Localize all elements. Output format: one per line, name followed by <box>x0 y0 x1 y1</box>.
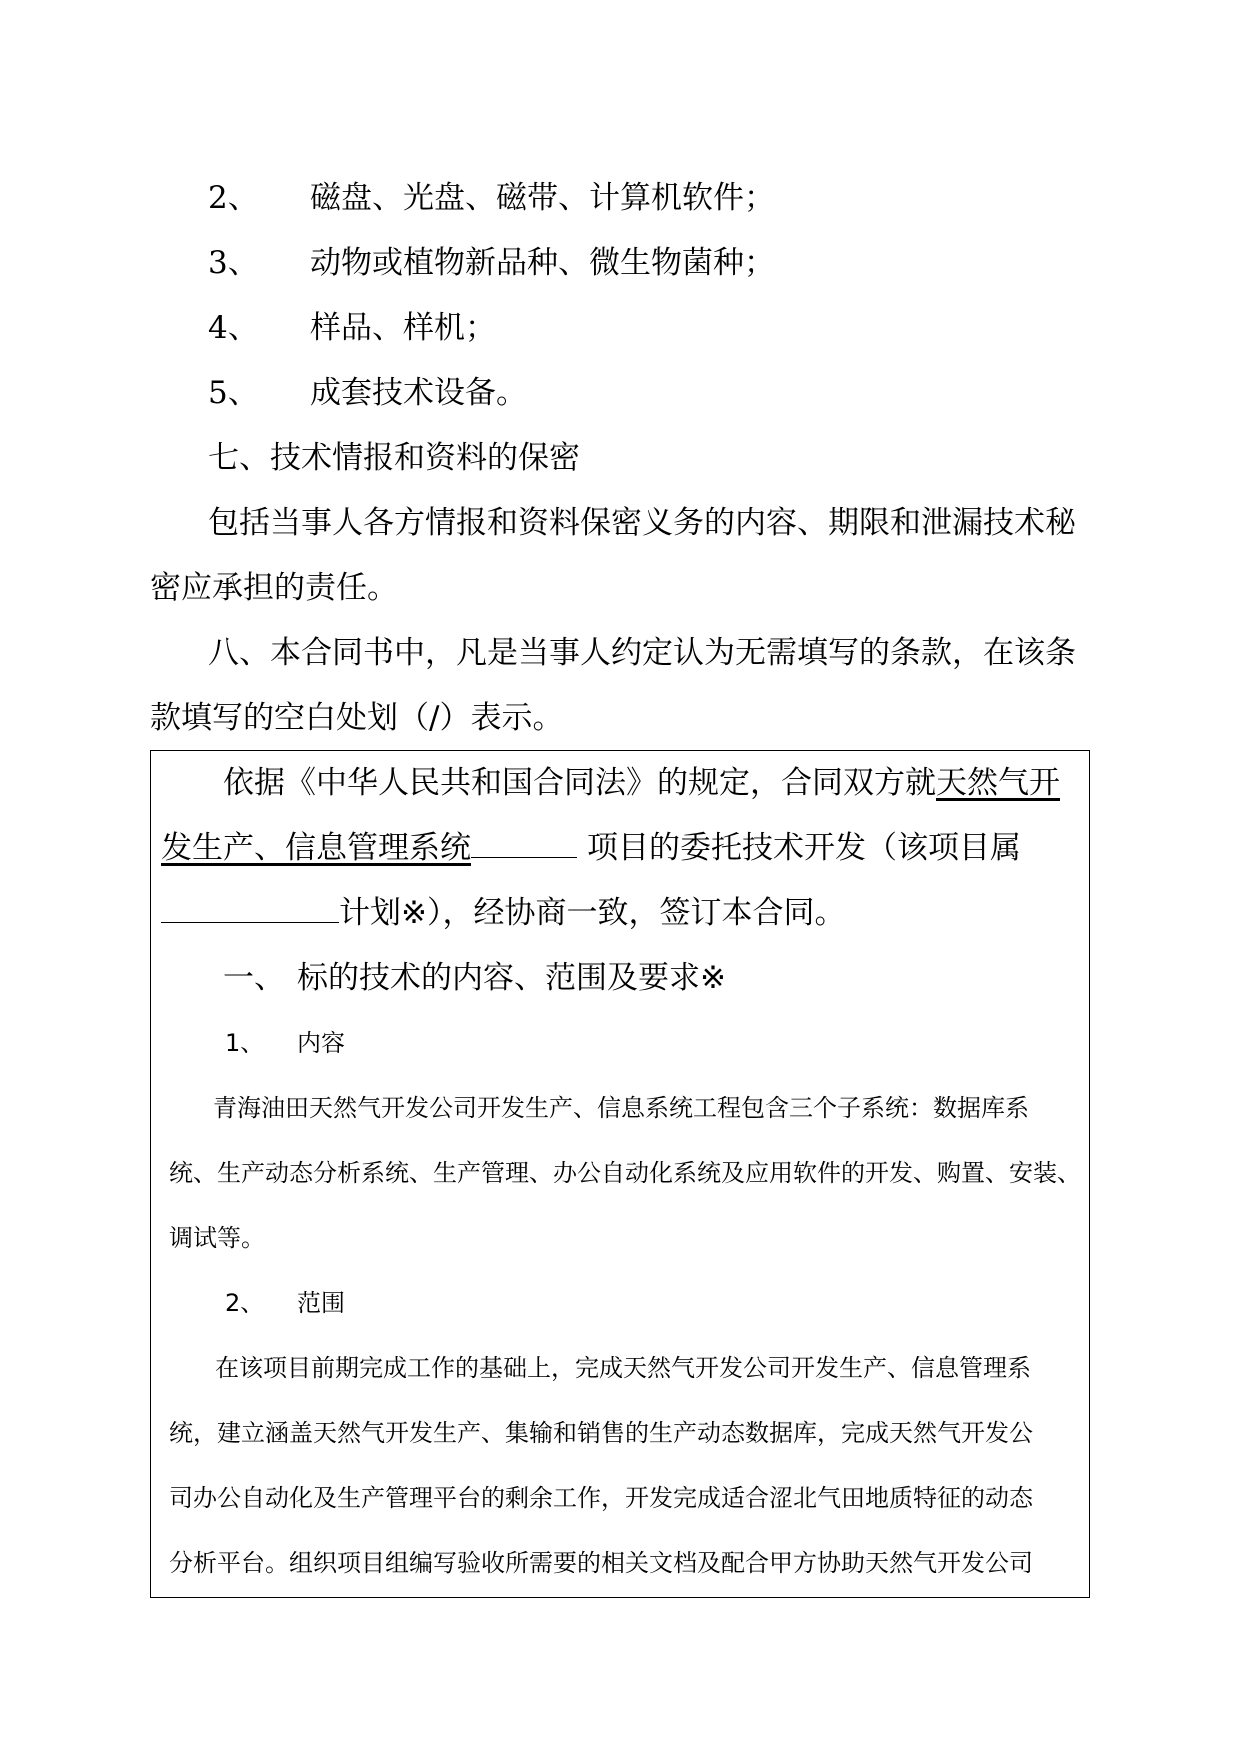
contract-box <box>150 750 1090 1598</box>
intro-end: 计划※），经协商一致，签订本合同。 <box>339 895 846 931</box>
section8-line2: 款填写的空白处划（/）表示。 <box>150 700 564 736</box>
list-number: 5、 <box>208 375 259 411</box>
section1-title: 标的技术的内容、范围及要求※ <box>297 960 726 996</box>
sub1-title: 内容 <box>297 1029 345 1057</box>
list-number: 2、 <box>208 180 259 216</box>
intro-mid: 项目的委托技术开发（该项目属 <box>587 830 1021 866</box>
intro-line1 <box>223 763 1060 803</box>
scope-line3: 司办公自动化及生产管理平台的剩余工作，开发完成适合涩北气田地质特征的动态 <box>169 1484 1033 1512</box>
list-item-3 <box>208 243 775 283</box>
project-name-part2: 发生产、信息管理系统 <box>161 830 471 866</box>
section8-line1: 八、本合同书中，凡是当事人约定认为无需填写的条款，在该条 <box>208 635 1076 671</box>
list-text: 样品、样机； <box>310 310 496 346</box>
list-item-5 <box>208 373 527 413</box>
list-text: 动物或植物新品种、微生物菌种； <box>310 245 775 281</box>
sub1-number: 1、 <box>225 1029 265 1057</box>
project-name-blank <box>471 829 577 858</box>
scope-line1: 在该项目前期完成工作的基础上，完成天然气开发公司开发生产、信息管理系 <box>215 1354 1031 1382</box>
content-line2: 统、生产动态分析系统、生产管理、办公自动化系统及应用软件的开发、购置、安装、 <box>169 1159 1081 1187</box>
sub2-number: 2、 <box>225 1289 265 1317</box>
section1-number: 一、 <box>223 960 285 996</box>
section7-paragraph-line2: 密应承担的责任。 <box>150 570 398 606</box>
list-item-2 <box>208 178 775 218</box>
scope-line2: 统，建立涵盖天然气开发生产、集输和销售的生产动态数据库，完成天然气开发公 <box>169 1419 1033 1447</box>
project-name-part1: 天然气开 <box>936 765 1060 801</box>
list-number: 4、 <box>208 310 259 346</box>
section1-heading <box>223 958 726 998</box>
scope-line4: 分析平台。组织项目组编写验收所需要的相关文档及配合甲方协助天然气开发公司 <box>169 1549 1033 1577</box>
intro-prefix: 依据《中华人民共和国合同法》的规定，合同双方就 <box>223 765 936 801</box>
intro-line3 <box>161 893 845 933</box>
section7-heading: 七、技术情报和资料的保密 <box>208 440 580 476</box>
plan-blank <box>161 894 339 923</box>
content-line3: 调试等。 <box>169 1224 265 1252</box>
list-text: 磁盘、光盘、磁带、计算机软件； <box>310 180 775 216</box>
sub2-heading <box>225 1287 345 1319</box>
sub1-heading <box>225 1027 345 1059</box>
list-item-4 <box>208 308 496 348</box>
section7-paragraph-line1: 包括当事人各方情报和资料保密义务的内容、期限和泄漏技术秘 <box>208 505 1076 541</box>
content-line1: 青海油田天然气开发公司开发生产、信息系统工程包含三个子系统：数据库系 <box>213 1094 1029 1122</box>
intro-line2 <box>161 828 1021 868</box>
list-number: 3、 <box>208 245 259 281</box>
list-text: 成套技术设备。 <box>310 375 527 411</box>
sub2-title: 范围 <box>297 1289 345 1317</box>
